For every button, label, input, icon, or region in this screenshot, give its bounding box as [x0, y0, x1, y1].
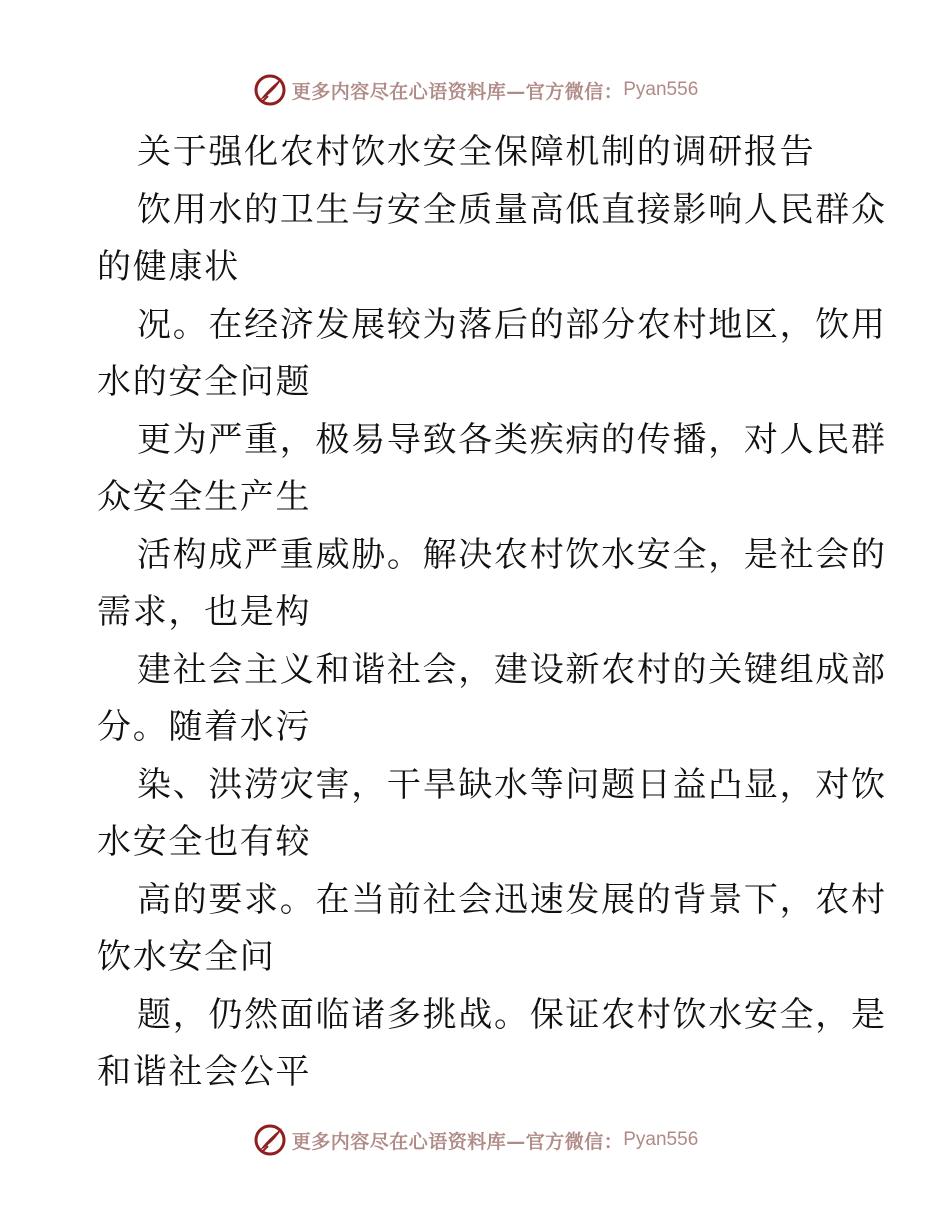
header-watermark — [0, 70, 950, 110]
paragraph-line: 需求，也是构 — [97, 592, 312, 632]
watermark-id: Pyan556 — [623, 79, 699, 100]
paragraph-line: 染、洪涝灾害，干旱缺水等问题日益凸显，对饮 — [137, 764, 887, 805]
paragraph-line: 分。随着水污 — [97, 707, 312, 747]
watermark-text: 更多内容尽在心语资料库—官方微信： — [291, 1130, 624, 1153]
paragraph-line: 建社会主义和谐社会，建设新农村的关键组成部 — [137, 649, 887, 690]
paragraph-line: 水的安全问题 — [97, 362, 312, 402]
paragraph-line: 活构成严重威胁。解决农村饮水安全，是社会的 — [137, 534, 887, 575]
paragraph-line: 题，仍然面临诸多挑战。保证农村饮水安全，是 — [137, 994, 887, 1035]
paragraph-line: 饮水安全问 — [97, 937, 276, 977]
paragraph-line: 和谐社会公平 — [97, 1052, 312, 1092]
paragraph-line: 更为严重，极易导致各类疾病的传播，对人民群 — [137, 419, 887, 460]
watermark-id: Pyan556 — [623, 1129, 699, 1150]
quill-logo-icon — [252, 1122, 288, 1158]
paragraph-line: 况。在经济发展较为落后的部分农村地区，饮用 — [137, 304, 887, 345]
document-body — [97, 124, 887, 1102]
paragraph-line: 饮用水的卫生与安全质量高低直接影响人民群众 — [137, 189, 887, 230]
paragraph-line: 众安全生产生 — [97, 477, 312, 517]
paragraph-line: 水安全也有较 — [97, 822, 312, 862]
paragraph-line: 的健康状 — [97, 247, 240, 287]
watermark-text: 更多内容尽在心语资料库—官方微信： — [291, 80, 624, 103]
document-title: 关于强化农村饮水安全保障机制的调研报告 — [137, 132, 816, 172]
footer-watermark — [0, 1120, 950, 1160]
quill-logo-icon — [252, 72, 288, 108]
paragraph-line: 高的要求。在当前社会迅速发展的背景下，农村 — [137, 879, 887, 920]
